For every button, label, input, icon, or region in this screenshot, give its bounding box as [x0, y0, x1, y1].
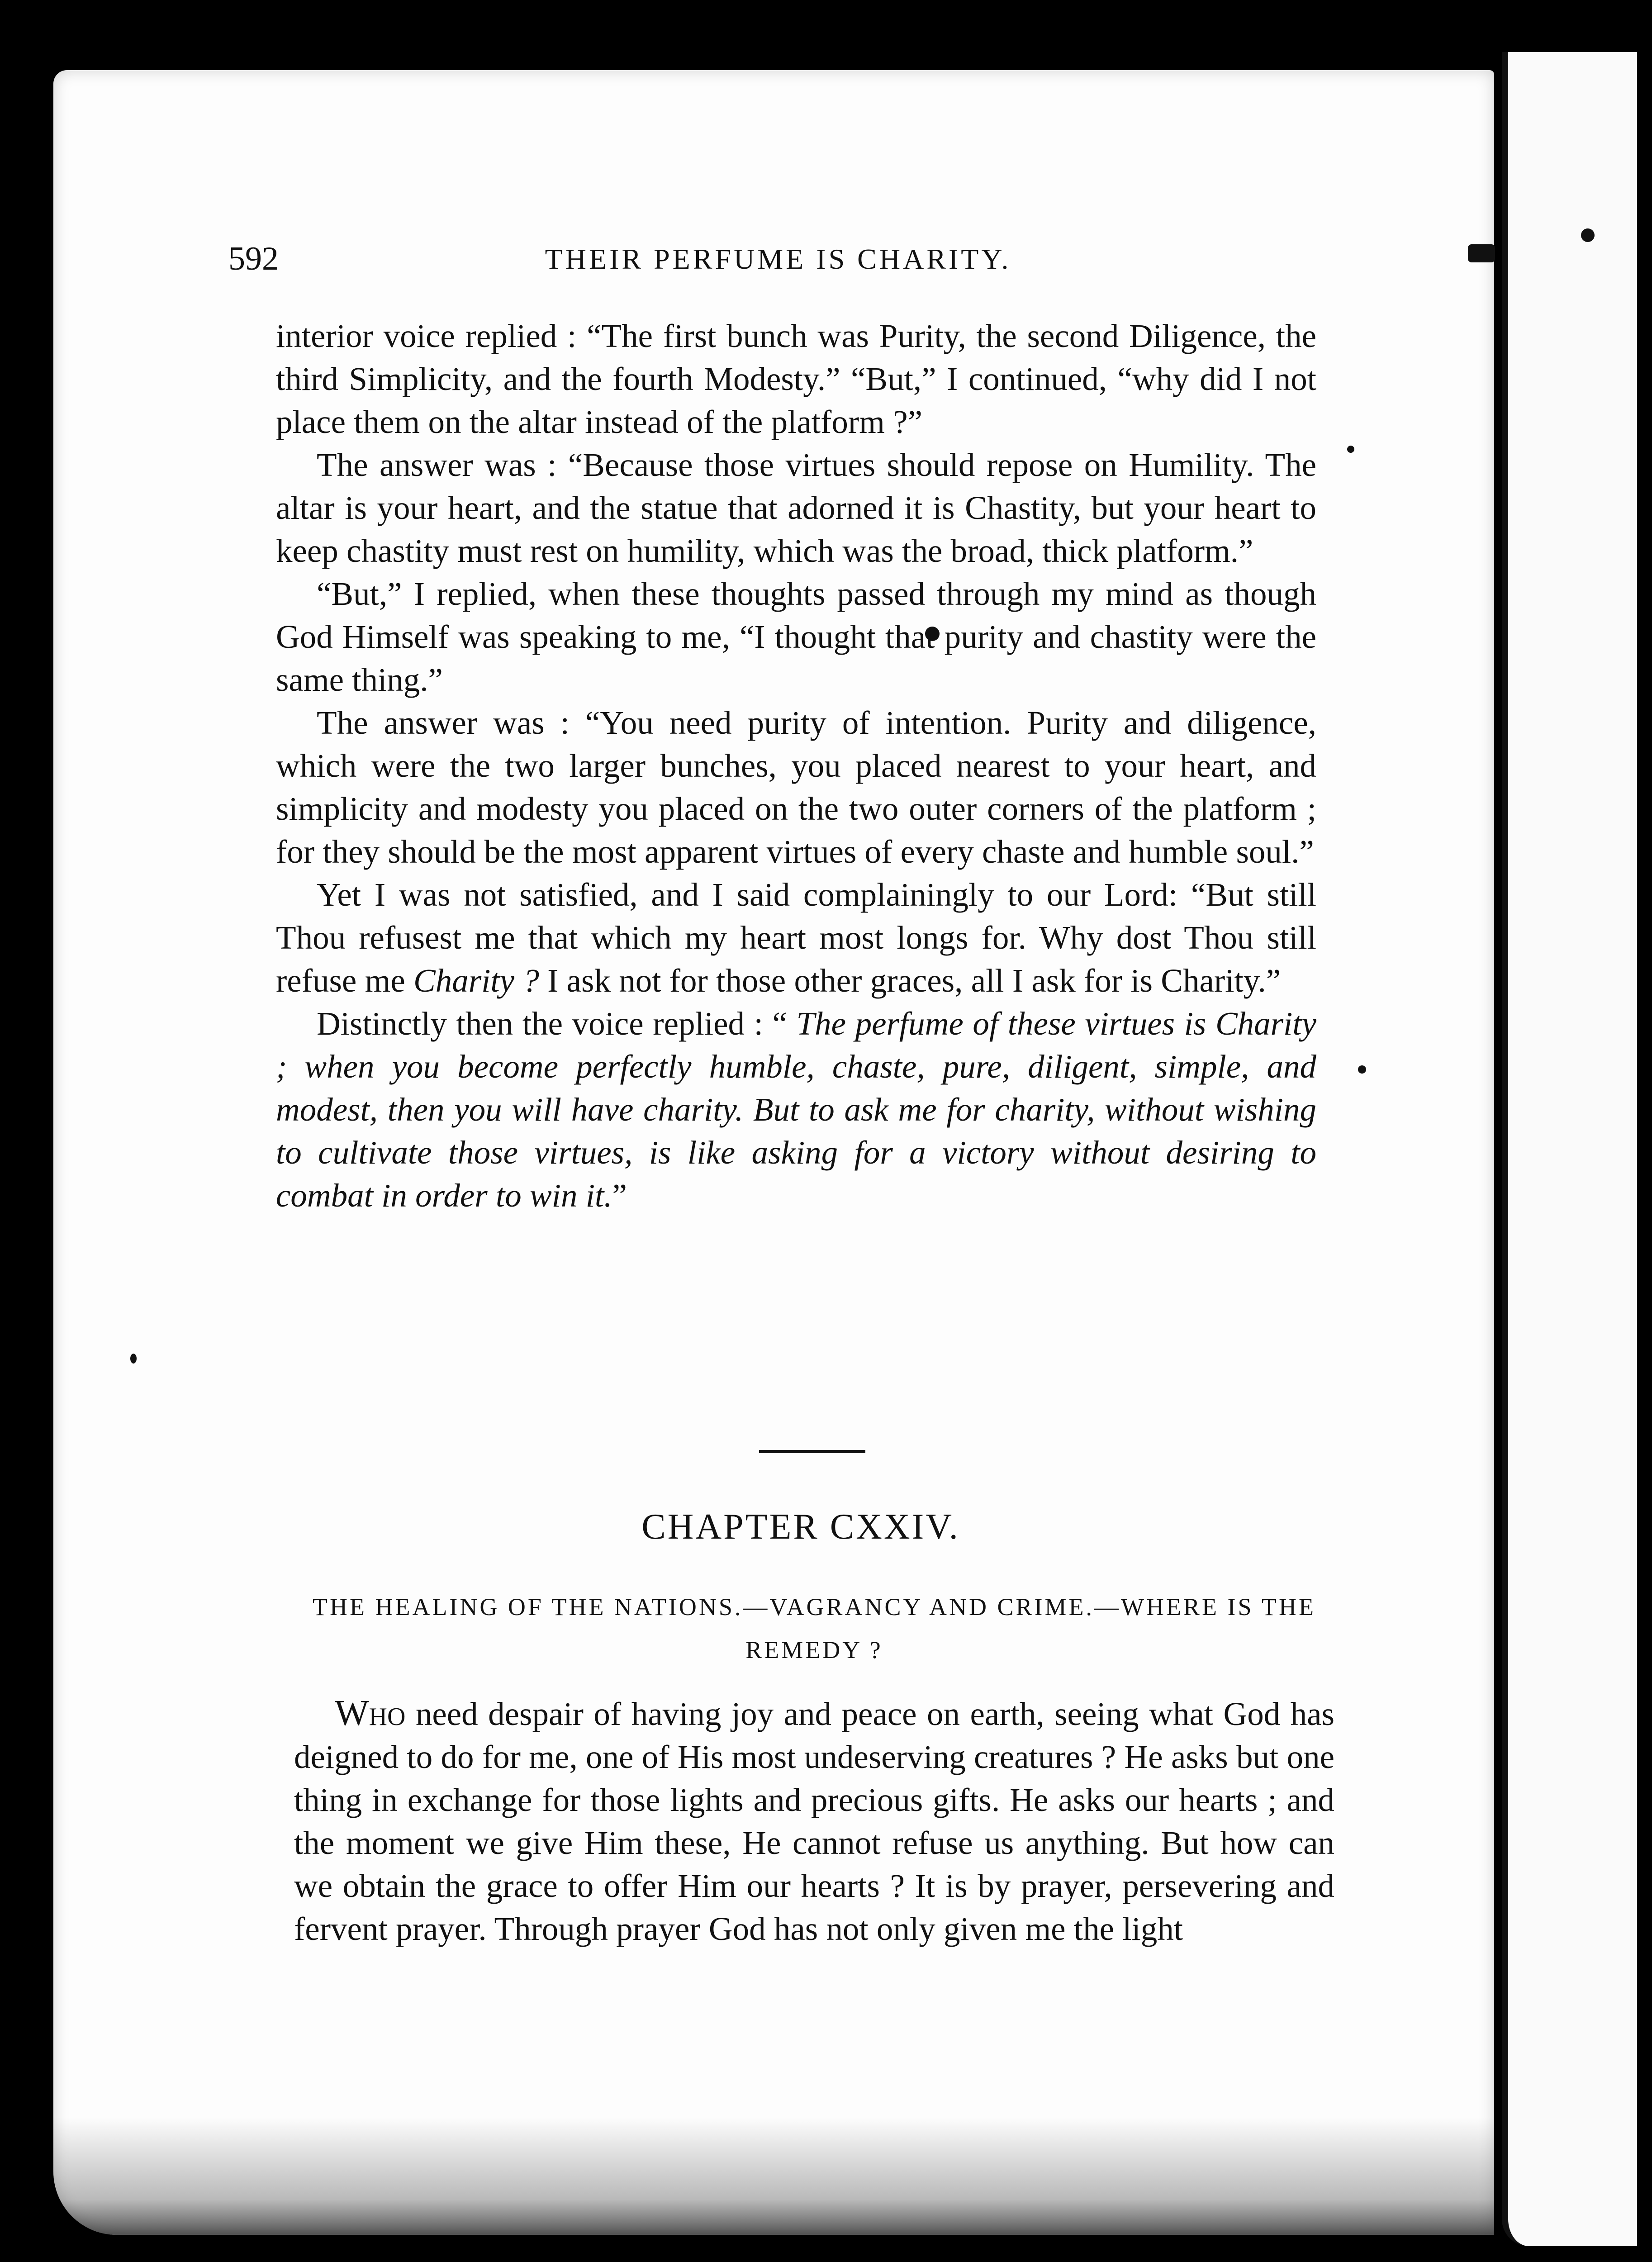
- italic-text: Charity ?: [413, 962, 539, 999]
- ink-speck: [1468, 244, 1495, 262]
- italic-text: The perfume of these virtues is Charity ; when you become perfectly humble, chaste, pure, diligent, simple, and modest, then you will have charity. But to ask me for charity, without wishing to cultivate those virtues, is like asking for a victory without desiring to combat in order to win it.: [276, 1005, 1317, 1214]
- text-run: Distinctly then the voice replied : “: [317, 1005, 797, 1042]
- ink-speck: [1358, 1065, 1366, 1074]
- body-text: [276, 314, 1316, 1217]
- paragraph: The answer was : “You need purity of intention. Purity and diligence, which were the two larger bunches, you placed nearest to your heart, and simplicity and modesty you placed on the two outer corners of the platform ; for they should be the most apparent virtues of every chaste and humble soul.”: [276, 704, 1316, 870]
- page-header: [228, 240, 1328, 290]
- text-run: I ask not for those other graces, all I ask for is Charity.”: [539, 962, 1281, 999]
- paragraph: The answer was : “Because those virtues should repose on Humility. The altar is your heart, and the statue that adorned it is Chastity, but your heart to keep chastity must rest on humility, which was the broad, thick platform.”: [276, 447, 1316, 569]
- next-page-edge: [1502, 52, 1637, 2246]
- drop-word: Who: [335, 1693, 406, 1733]
- paragraph: interior voice replied : “The first bunch was Purity, the second Diligence, the third Simplicity, and the fourth Modesty.” “But,” I continued, “why did I not place them on the altar instead of the platform ?”: [276, 318, 1316, 440]
- text-run: Yet I was not satisfied, and I said complainingly to our Lord: “But still Thou refusest me that which my heart most longs for. Why dost Thou still refuse me: [276, 876, 1316, 999]
- page-number: 592: [228, 240, 279, 277]
- paragraph: [276, 1002, 1316, 1217]
- text-run: ”: [612, 1177, 627, 1214]
- ink-speck: [1347, 446, 1354, 453]
- ink-speck: [130, 1354, 137, 1364]
- chapter-title: CHAPTER CXXIV.: [641, 1507, 960, 1547]
- ink-speck: [1581, 228, 1595, 242]
- paragraph: [294, 1692, 1334, 1950]
- chapter-text: [294, 1692, 1334, 1950]
- text-run: need despair of having joy and peace on earth, seeing what God has deigned to do for me, one of His most undeserving creatures ? He asks but one thing in exchange for those lights and precious gifts. He asks our hearts ; and the moment we give Him these, He cannot refuse us anything. But how can we obtain the grace to offer Him our hearts ? It is by prayer, persevering and fervent prayer. Through prayer God has not only given me the light: [294, 1696, 1334, 1947]
- paragraph: “But,” I replied, when these thoughts passed through my mind as though God Himself was speaking to me, “I thought that purity and chastity were the same thing.”: [276, 575, 1316, 698]
- paragraph: [276, 873, 1316, 1002]
- section-divider: [759, 1450, 865, 1453]
- running-head: THEIR PERFUME IS CHARITY.: [545, 243, 1011, 275]
- chapter-subtitle: THE HEALING OF THE NATIONS.—VAGRANCY AND CRIME.—WHERE IS THE REMEDY ?: [313, 1593, 1316, 1663]
